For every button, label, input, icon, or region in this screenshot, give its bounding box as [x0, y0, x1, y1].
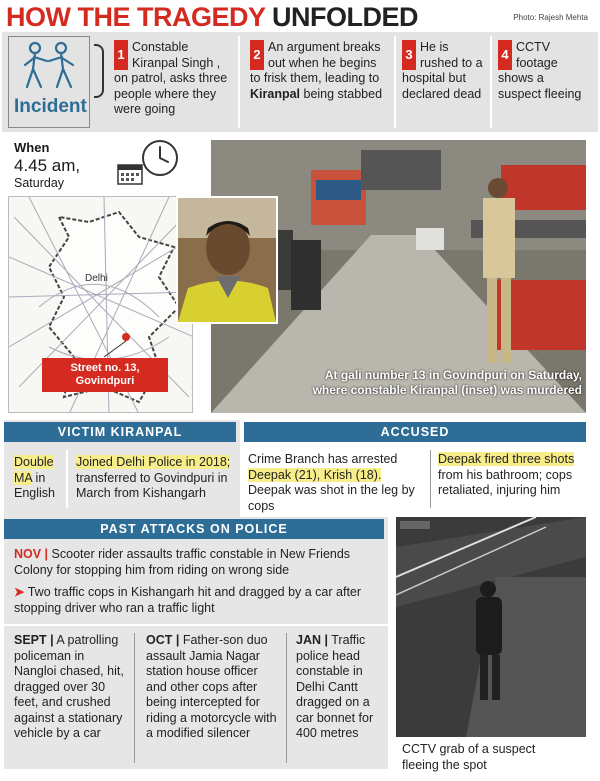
incident-label: Incident	[14, 96, 87, 117]
past-attack-sept	[14, 633, 126, 742]
divider	[286, 633, 287, 763]
past-attacks-heading: PAST ATTACKS ON POLICE	[4, 519, 384, 539]
divider	[66, 450, 68, 508]
divider	[430, 450, 431, 508]
when-day: Saturday	[14, 176, 65, 190]
victim-career-highlight: Joined Delhi Police in 2018;	[76, 455, 231, 469]
divider	[394, 36, 396, 128]
victim-inset-photo	[176, 196, 278, 324]
month-tag: NOV |	[14, 547, 49, 561]
victim-career-rest: transferred to Govindpuri in March from Kishangarh	[76, 470, 228, 500]
step-number: 4	[498, 40, 512, 70]
divider	[4, 624, 388, 626]
divider	[238, 36, 240, 128]
attack-text: Traffic police head constable in Delhi Cantt dragged on a car bonnet for 400 metres	[296, 633, 374, 740]
past-attack-nov	[14, 547, 376, 578]
cctv-grab	[396, 517, 586, 737]
victim-qualification-highlight: Double MA	[14, 455, 54, 485]
past-attack-jan	[296, 633, 382, 742]
incident-step-3	[402, 40, 486, 102]
victim-portrait	[178, 198, 276, 322]
step-number: 3	[402, 40, 416, 70]
headline	[6, 2, 418, 32]
step-text: An argument breaks out when he begins to frisk them, leading to	[250, 40, 381, 85]
past-attack-nov-2	[14, 585, 376, 616]
attack-text: A patrolling policeman in Nangloi chased, hit, dragged over 30 feet, and crushed against a stationary vehicle by a car	[14, 633, 124, 740]
month-tag: OCT |	[146, 633, 180, 647]
attack-text: Two traffic cops in Kishangarh hit and dragged by a car after stopping driver who ran a traffic light	[14, 585, 362, 615]
step-text: being stabbed	[300, 86, 383, 101]
incident-step-1	[114, 40, 232, 118]
incident-bracket	[94, 44, 104, 98]
scene-caption: At gali number 13 in Govindpuri on Saturday, where constable Kiranpal (inset) was murdered	[312, 368, 582, 397]
map-location-tag: Street no. 13, Govindpuri	[42, 358, 168, 392]
step-text-bold: Kiranpal	[250, 86, 301, 101]
cctv-caption: CCTV grab of a suspect fleeing the spot	[402, 742, 536, 772]
incident-step-4	[498, 40, 584, 102]
accused-arrest-before: Crime Branch has arrested	[248, 452, 398, 466]
when-label: When	[14, 140, 50, 155]
attack-text: Father-son duo assault Jamia Nagar station house officer and other cops after being intercepted for riding a motorcycle with a modified silencer	[146, 633, 277, 740]
accused-arrest-highlight: Deepak (21), Krish (18).	[248, 467, 382, 482]
accused-shots-rest: from his bathroom; cops retaliated, injuring him	[438, 467, 573, 497]
step-number: 2	[250, 40, 264, 70]
accused-shots-highlight: Deepak fired three shots	[438, 452, 575, 466]
past-attack-oct	[146, 633, 280, 742]
headline-dark: UNFOLDED	[272, 2, 419, 32]
when-time: 4.45 am,	[14, 156, 81, 175]
accused-arrest	[248, 452, 424, 514]
arrow-icon: ➤	[14, 585, 25, 599]
accused-arrest-after: Deepak was shot in the leg by cops	[248, 483, 415, 513]
map-city-label: Delhi	[85, 273, 108, 284]
month-tag: SEPT |	[14, 633, 54, 647]
accused-shots	[438, 452, 584, 499]
step-text: CCTV footage shows a suspect fleeing	[498, 40, 582, 101]
step-number: 1	[114, 40, 128, 70]
step-text: Constable Kiranpal Singh , on patrol, asks three people where they were going	[114, 40, 228, 116]
attack-text: Scooter rider assaults traffic constable in New Friends Colony for stopping him from riding on wrong side	[14, 547, 351, 577]
victim-qualification-rest: in English	[14, 470, 55, 500]
victim-career	[76, 455, 234, 502]
step-text: He is rushed to a hospital but declared dead	[402, 40, 483, 101]
victim-qualification	[14, 455, 60, 502]
month-tag: JAN |	[296, 633, 328, 647]
cctv-image	[396, 517, 586, 737]
accused-heading: ACCUSED	[244, 422, 586, 442]
divider	[490, 36, 492, 128]
photo-credit: Photo: Rajesh Mehta	[513, 13, 588, 22]
scuffle-icon	[19, 41, 79, 93]
incident-step-2	[250, 40, 388, 102]
clock-icon	[140, 138, 180, 178]
victim-heading: VICTIM KIRANPAL	[4, 422, 236, 442]
divider	[134, 633, 135, 763]
headline-red: HOW THE TRAGEDY	[6, 2, 266, 32]
